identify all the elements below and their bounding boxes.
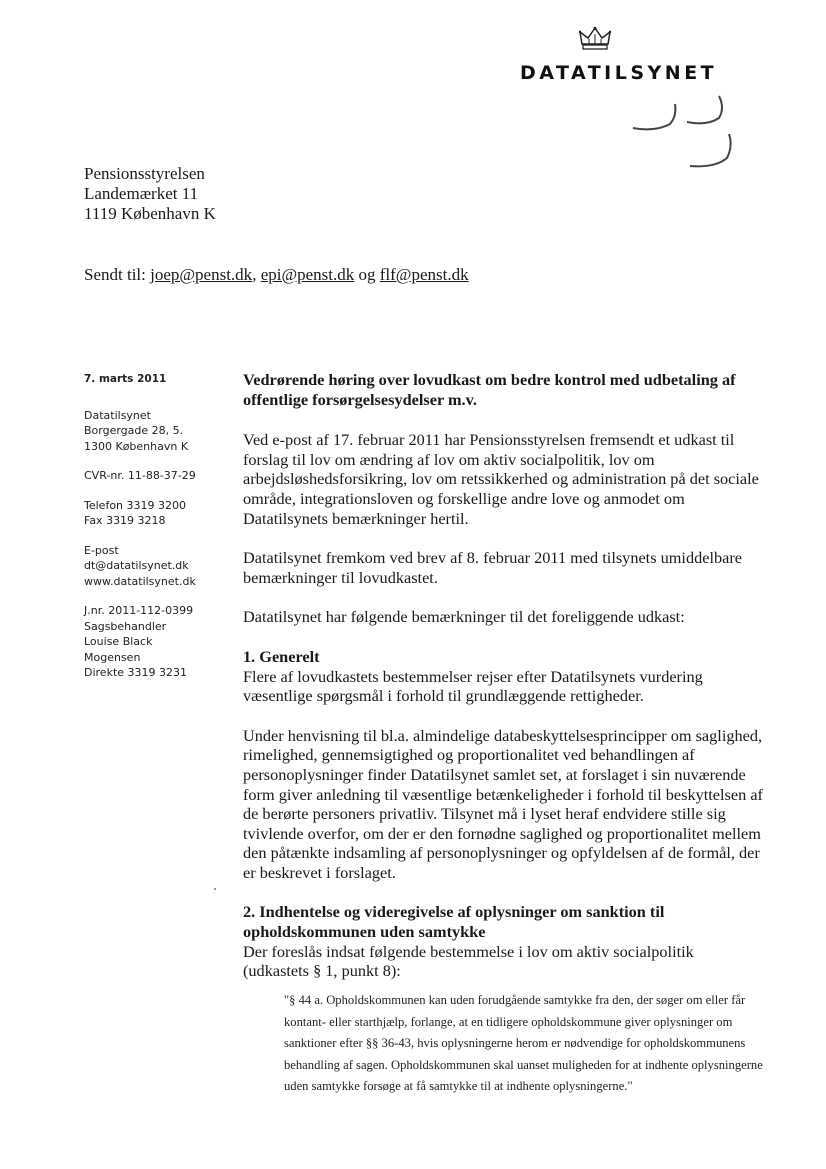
sender-city: 1300 København K bbox=[84, 439, 189, 453]
email-block bbox=[84, 543, 234, 590]
separator: , bbox=[252, 265, 261, 284]
letter-date: 7. marts 2011 bbox=[84, 373, 167, 385]
case-officer-name: Louise Black bbox=[84, 635, 153, 648]
case-officer-label: Sagsbehandler bbox=[84, 619, 167, 633]
subject-heading: Vedrørende høring over lovudkast om bedre kontrol med udbetaling af offentlige forsørgelsesydelser m.v. bbox=[243, 370, 736, 409]
case-block bbox=[84, 603, 234, 681]
crown-icon bbox=[578, 26, 612, 52]
section-1-paragraph-1: Flere af lovudkastets bestemmelser rejser efter Datatilsynets vurdering væsentlige spørgsmål i forhold til grundlæggende rettigheder. bbox=[243, 666, 703, 706]
direct-phone: Direkte 3319 3231 bbox=[84, 666, 188, 679]
sender-sidebar bbox=[84, 372, 234, 695]
section-2-heading: 2. Indhentelse og videregivelse af oplysninger om sanktion til opholdskommunen uden samtykke bbox=[243, 902, 665, 942]
paragraph-3: Datatilsynet har følgende bemærkninger til det foreliggende udkast: bbox=[243, 607, 685, 627]
cvr-number: CVR-nr. 11-88-37-29 bbox=[84, 469, 196, 482]
sent-to-label: Sendt til: bbox=[84, 265, 151, 284]
section-1-paragraph-2: Under henvisning til bl.a. almindelige databeskyttelsesprincipper om saglighed, rimelighed, gennemsigtighed og proportionalitet ved behandlingen af personoplysninger finder Datatilsynet samlet set, at forslaget i sin nuværende form giver anledning til væsentlige betænkeligheder i forhold til beskyttelsen af de berørte personers privatliv. Tilsynet må i lyset heraf endvidere stille sig tvivlende overfor, om der er den fornødne saglighed og proportionalitet mellem den påtænkte indsamling af personoplysninger og opfyldelsen af de formål, der er beskrevet i forslaget. bbox=[243, 725, 763, 882]
paragraph-2: Datatilsynet fremkom ved brev af 8. februar 2011 med tilsynets umiddelbare bemærkninger til lovudkastet. bbox=[243, 548, 742, 587]
case-number: J.nr. 2011-112-0399 bbox=[84, 604, 194, 617]
recipient-address bbox=[84, 164, 216, 224]
phone-number: Telefon 3319 3200 bbox=[84, 498, 186, 512]
case-officer-surname: Mogensen bbox=[84, 650, 141, 664]
email-link-2[interactable]: epi@penst.dk bbox=[260, 265, 355, 284]
recipient-name: Pensionsstyrelsen bbox=[84, 164, 205, 183]
quoted-provision: "§ 44 a. Opholdskommunen kan uden forudgående samtykke fra den, der søger om eller får kontant- eller starthjælp, forlange, at en tidligere opholdskommune giver oplysninger om sanktioner efter §§ 36-43, hvis oplysningerne herom er nødvendige for opholdskommunens behandling af sagen. Opholdskommunen skal uanset muligheden for at indhente oplysningerne uden samtykke forsøge at få samtykke til at indhente oplysningerne." bbox=[284, 993, 763, 1093]
letterhead-logo: DATATILSYNET bbox=[520, 62, 718, 84]
sender-email[interactable]: dt@datatilsynet.dk bbox=[84, 559, 189, 572]
paragraph-1: Ved e-post af 17. februar 2011 har Pensionsstyrelsen fremsendt et udkast til forslag til lov om ændring af lov om aktiv socialpolitik, lov om arbejdsløshedsforsikring, lov om retssikkerhed og administration på det sociale område, integrationsloven og forskellige andre love og anmodet om Datatilsynets bemærkninger hertil. bbox=[243, 430, 759, 528]
sender-name: Datatilsynet bbox=[84, 408, 151, 422]
email-link-3[interactable]: flf@penst.dk bbox=[379, 265, 469, 284]
letter-body bbox=[243, 370, 763, 981]
email-label: E-post bbox=[84, 543, 119, 557]
section-2-paragraph-1: Der foreslås indsat følgende bestemmelse i lov om aktiv socialpolitik (udkastets § 1, punkt 8): bbox=[243, 941, 694, 981]
scan-speck bbox=[214, 888, 216, 890]
recipient-street: Landemærket 11 bbox=[84, 184, 199, 203]
sent-to-line bbox=[84, 265, 469, 285]
section-1-heading: 1. Generelt bbox=[243, 646, 320, 666]
fax-number: Fax 3319 3218 bbox=[84, 514, 166, 527]
sender-address bbox=[84, 408, 234, 455]
sender-website[interactable]: www.datatilsynet.dk bbox=[84, 574, 196, 588]
handwritten-mark bbox=[615, 88, 755, 178]
recipient-city: 1119 København K bbox=[84, 204, 216, 223]
email-link-1[interactable]: joep@penst.dk bbox=[150, 265, 253, 284]
sender-street: Borgergade 28, 5. bbox=[84, 424, 184, 437]
separator: og bbox=[354, 265, 380, 284]
phone-block bbox=[84, 498, 234, 529]
